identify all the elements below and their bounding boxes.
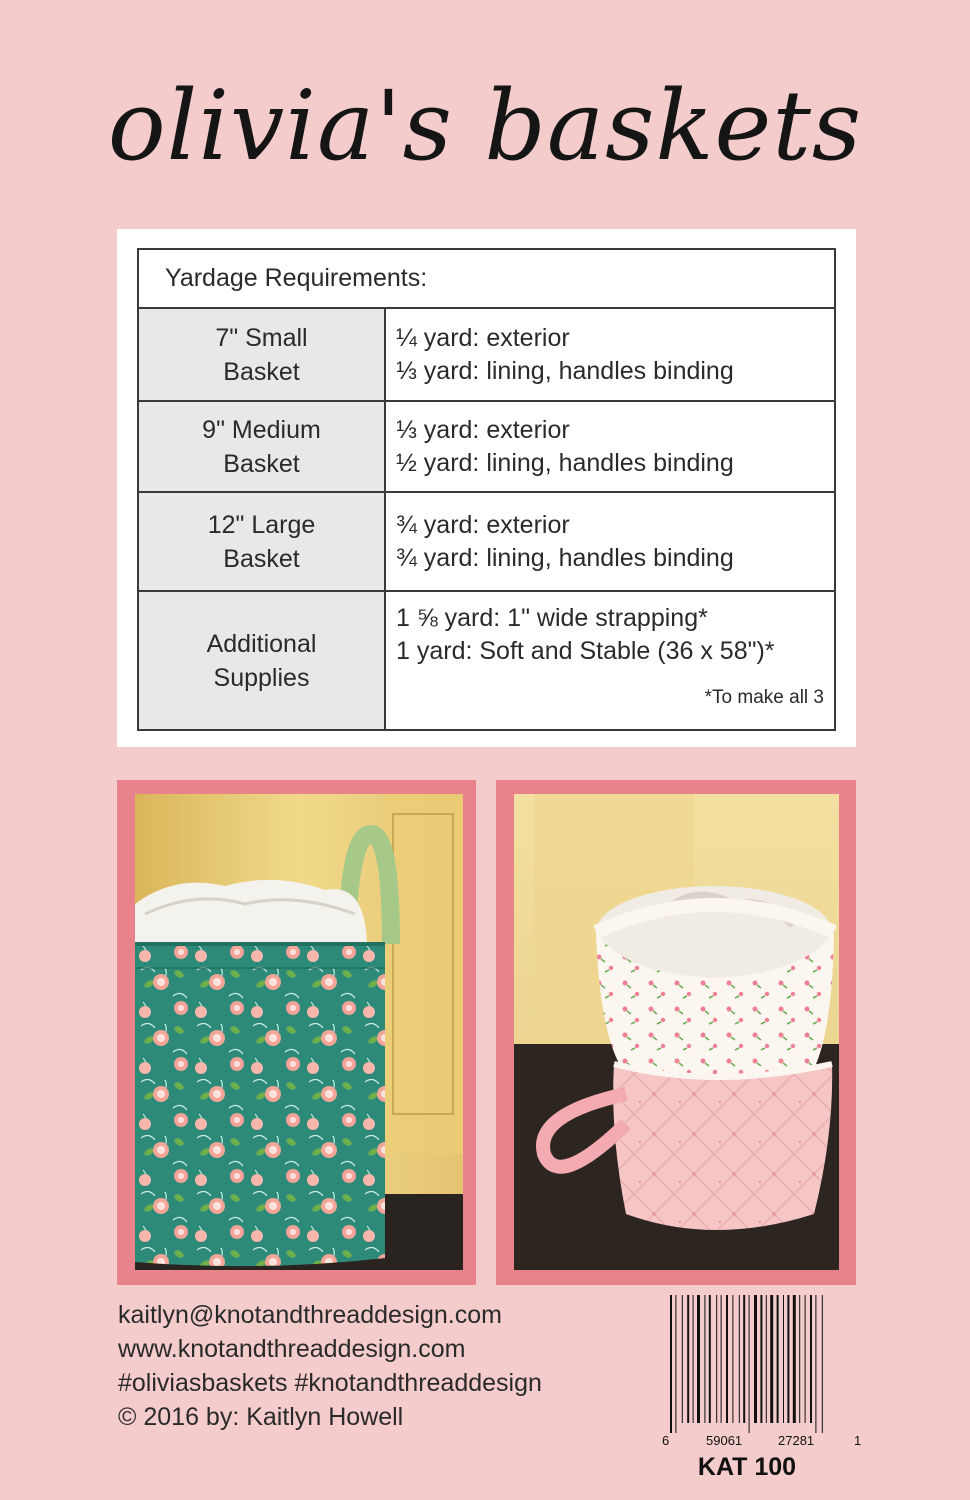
row-label-line: 9" Medium bbox=[202, 415, 321, 444]
row-label-line: Basket bbox=[223, 357, 300, 386]
row-label bbox=[138, 492, 385, 591]
contact-info bbox=[118, 1298, 542, 1434]
row-values bbox=[385, 591, 835, 730]
barcode-bar bbox=[716, 1295, 717, 1423]
copyright: © 2016 by: Kaitlyn Howell bbox=[118, 1403, 404, 1431]
row-label-line: Basket bbox=[223, 544, 300, 573]
row-value-line: ¾ yard: lining, handles binding bbox=[396, 543, 734, 572]
yardage-card bbox=[117, 229, 856, 747]
barcode-bar bbox=[805, 1295, 806, 1423]
row-label bbox=[138, 401, 385, 492]
row-label-line: 7" Small bbox=[215, 323, 308, 352]
barcode bbox=[662, 1295, 862, 1485]
barcode-bar bbox=[697, 1295, 700, 1423]
barcode-bar bbox=[822, 1295, 823, 1433]
barcode-bar bbox=[721, 1295, 722, 1423]
barcode-digit: 59061 bbox=[706, 1433, 743, 1448]
table-header: Yardage Requirements: bbox=[138, 249, 835, 308]
row-label-line: Basket bbox=[223, 449, 300, 478]
barcode-bar bbox=[687, 1295, 689, 1423]
barcode-digit: 1 bbox=[854, 1433, 862, 1448]
barcode-bar bbox=[743, 1295, 745, 1423]
barcode-bar bbox=[815, 1295, 816, 1433]
row-value-line: ½ yard: lining, handles binding bbox=[396, 448, 734, 477]
barcode-bar bbox=[783, 1295, 784, 1423]
barcode-bar bbox=[787, 1295, 789, 1423]
barcode-bar bbox=[704, 1295, 705, 1423]
row-values bbox=[385, 401, 835, 492]
table-header-row bbox=[138, 249, 835, 308]
barcode-bar bbox=[749, 1295, 750, 1433]
row-value-line: 1 yard: Soft and Stable (36 x 58")* bbox=[396, 637, 775, 665]
row-label-line: Supplies bbox=[213, 663, 310, 692]
hashtags: #oliviasbaskets #knotandthreaddesign bbox=[118, 1369, 542, 1397]
barcode-bar bbox=[754, 1295, 757, 1423]
barcode-bar bbox=[726, 1295, 728, 1423]
barcode-bar bbox=[799, 1295, 800, 1423]
row-label bbox=[138, 591, 385, 730]
row-label-line: Additional bbox=[206, 629, 317, 658]
barcode-bar bbox=[693, 1295, 694, 1423]
barcode-digit: 27281 bbox=[778, 1433, 815, 1448]
website-link[interactable]: www.knotandthreaddesign.com bbox=[118, 1335, 466, 1363]
row-label-line: 12" Large bbox=[207, 510, 316, 539]
row-value-line: ¾ yard: exterior bbox=[396, 510, 570, 539]
photo-frame-left bbox=[117, 780, 476, 1285]
row-value-line: ⅓ yard: exterior bbox=[396, 415, 570, 444]
footnote: *To make all 3 bbox=[704, 687, 824, 708]
pink-basket-photo bbox=[514, 794, 839, 1270]
barcode-bar bbox=[675, 1295, 676, 1433]
table-row bbox=[138, 401, 835, 492]
barcode-bars bbox=[662, 1295, 862, 1435]
barcode-bar bbox=[709, 1295, 711, 1423]
table-row bbox=[138, 492, 835, 591]
barcode-bar bbox=[770, 1295, 773, 1423]
row-value-line: 1 ⅝ yard: 1" wide strapping* bbox=[396, 604, 708, 632]
barcode-bar bbox=[682, 1295, 683, 1423]
row-value-line: ¼ yard: exterior bbox=[396, 323, 570, 352]
barcode-bar bbox=[777, 1295, 779, 1423]
barcode-bar bbox=[732, 1295, 733, 1423]
table-row bbox=[138, 308, 835, 401]
barcode-bar bbox=[760, 1295, 762, 1423]
barcode-bar bbox=[810, 1295, 812, 1423]
email-link[interactable]: kaitlyn@knotandthreaddesign.com bbox=[118, 1301, 502, 1329]
page-title: olivia's baskets bbox=[107, 70, 863, 182]
barcode-digit: 6 bbox=[662, 1433, 670, 1448]
photo-frame-right bbox=[496, 780, 856, 1285]
product-code: KAT 100 bbox=[697, 1453, 797, 1481]
row-values bbox=[385, 492, 835, 591]
barcode-bar bbox=[766, 1295, 767, 1423]
row-label bbox=[138, 308, 385, 401]
yardage-table bbox=[137, 248, 836, 731]
table-row bbox=[138, 591, 835, 730]
row-value-line: ⅓ yard: lining, handles binding bbox=[396, 356, 734, 385]
barcode-bar bbox=[793, 1295, 796, 1423]
green-basket-photo bbox=[135, 794, 463, 1270]
barcode-bar bbox=[670, 1295, 672, 1433]
row-values bbox=[385, 308, 835, 401]
barcode-bar bbox=[739, 1295, 740, 1423]
